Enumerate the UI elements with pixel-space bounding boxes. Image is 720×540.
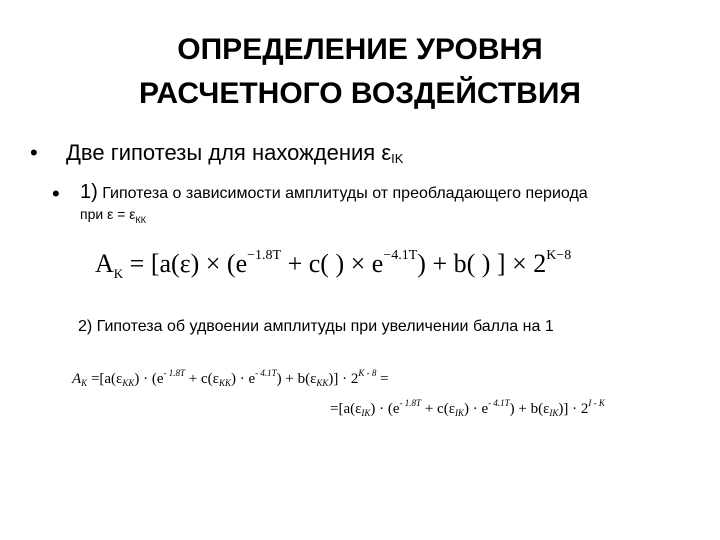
f3-sub-1: IK: [361, 408, 371, 418]
hypothesis-2: 2) Гипотеза об удвоении амплитуды при увеличении балла на 1: [78, 318, 554, 335]
f3-p4: ) · e: [464, 401, 489, 417]
title-line-2: РАСЧЕТНОГО ВОЗДЕЙСТВИЯ: [139, 77, 581, 110]
formula-exp-2: −4.1T: [383, 248, 418, 263]
f2-p2: ) · (e: [134, 371, 164, 387]
f3-exp-1: - 1.8T: [399, 398, 422, 408]
f2-exp-2: - 4.1T: [255, 368, 277, 378]
f3-p5: ) + b(ε: [509, 401, 550, 417]
condition-text: при ε = ε: [80, 206, 136, 222]
f3-exp-2: - 4.1T: [488, 398, 510, 408]
f3-p2: ) · (e: [370, 401, 400, 417]
slide-title: [0, 28, 720, 116]
f2-p3: + c(ε: [185, 371, 219, 387]
formula-doubling-1: [72, 368, 389, 388]
f2-sub-3: KK: [316, 378, 329, 388]
bullet-hypotheses: [30, 140, 403, 166]
bullet-icon: •: [30, 140, 38, 165]
formula-amplitude: [95, 248, 571, 282]
formula-lhs-sub: K: [113, 266, 124, 281]
condition-subscript: КК: [135, 214, 147, 225]
f3-sub-2: IK: [455, 408, 464, 418]
f2-sub-1: KK: [122, 378, 135, 388]
epsilon-symbol: ε: [381, 140, 392, 165]
f2-exp-3: K - 8: [358, 368, 377, 378]
hypothesis-condition: [80, 206, 146, 225]
hypothesis-number: 1): [80, 181, 98, 203]
f2-sub-2: KK: [218, 378, 231, 388]
formula-lhs: A: [95, 249, 114, 278]
formula-exp-1: −1.8T: [247, 248, 282, 263]
formula-part-a: = [a(ε) × (e: [129, 249, 248, 278]
title-line-1: ОПРЕДЕЛЕНИЕ УРОВНЯ: [177, 33, 543, 66]
f3-sub-3: IK: [549, 408, 559, 418]
f3-p3: + c(ε: [421, 401, 455, 417]
f3-p6: )] · 2: [558, 401, 589, 417]
f2-lhs-sub: K: [81, 378, 88, 388]
f2-p1: =[a(ε: [87, 371, 123, 387]
formula-part-c: + c( ) × e: [281, 249, 384, 278]
bullet-icon: •: [52, 180, 60, 206]
f3-p1: =[a(ε: [330, 401, 362, 417]
f2-p6: )] · 2: [328, 371, 359, 387]
formula-part-b: ) + b( ) ] × 2: [417, 249, 547, 278]
f3-exp-3: I - K: [588, 398, 605, 408]
formula-exp-3: K−8: [546, 248, 572, 263]
f2-exp-1: - 1.8T: [163, 368, 186, 378]
f2-p4: ) · e: [230, 371, 256, 387]
hypothesis-text: Гипотеза о зависимости амплитуды от преобладающего периода: [97, 185, 588, 202]
epsilon-subscript: IK: [391, 151, 404, 166]
f2-p5: ) + b(ε: [276, 371, 317, 387]
f2-tail: =: [376, 371, 389, 387]
f2-lhs: A: [72, 371, 82, 387]
bullet-text: Две гипотезы для нахождения: [66, 140, 382, 165]
formula-doubling-2: [330, 398, 605, 418]
bullet-hypothesis-1: [52, 180, 588, 206]
